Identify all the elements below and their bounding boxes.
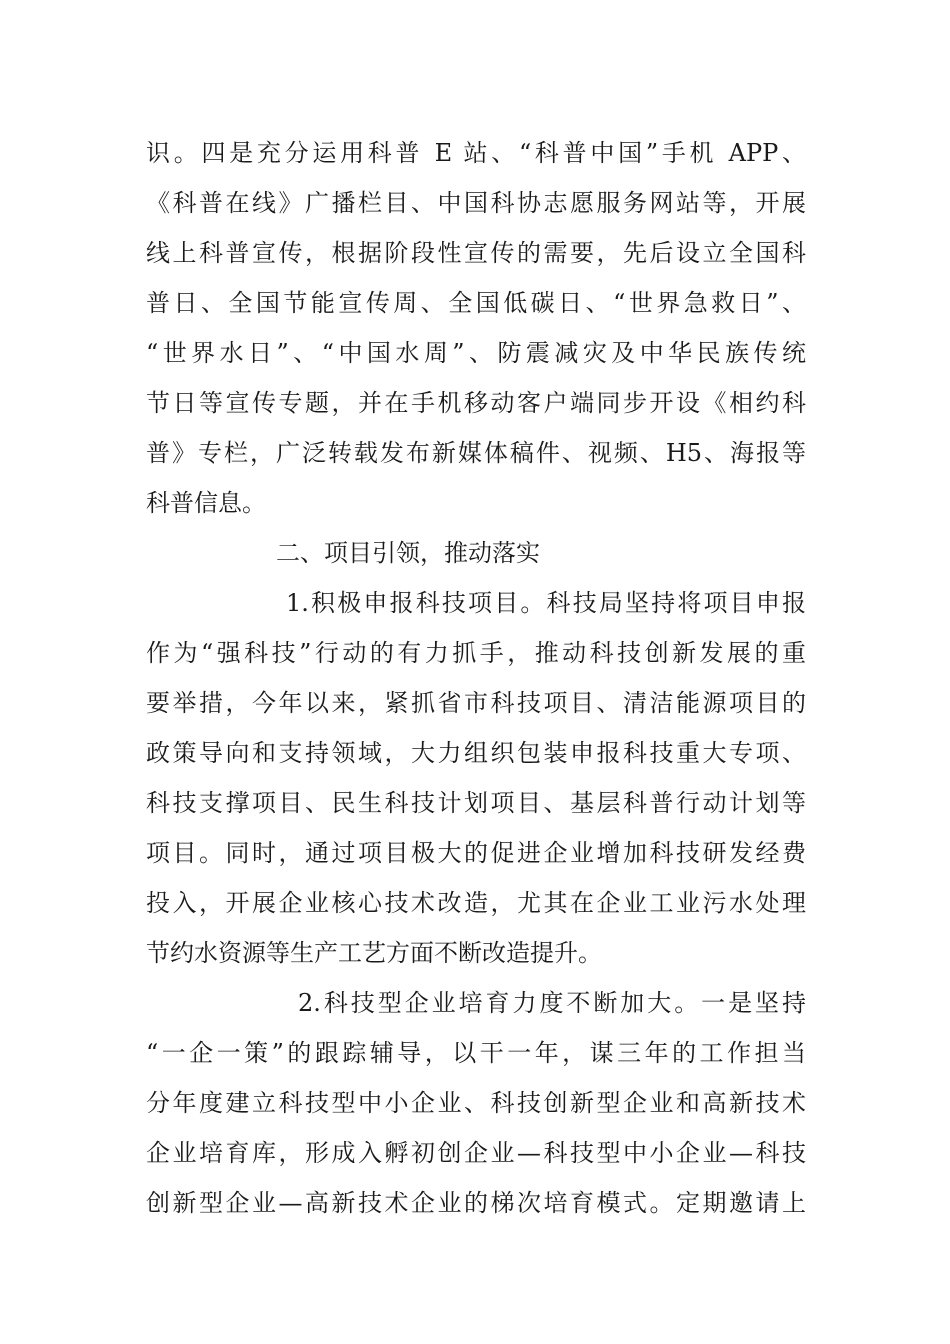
text-line: 普》专栏，广泛转载发布新媒体稿件、视频、H5、海报等 xyxy=(146,439,806,467)
text-line: 要举措，今年以来，紧抓省市科技项目、清洁能源项目的 xyxy=(146,689,806,717)
text-line: 节日等宣传专题，并在手机移动客户端同步开设《相约科 xyxy=(146,389,806,417)
text-line: 1.积极申报科技项目。科技局坚持将项目申报 xyxy=(286,589,806,617)
text-line: 《科普在线》广播栏目、中国科协志愿服务网站等，开展 xyxy=(146,189,806,217)
text-line: 科技支撑项目、民生科技计划项目、基层科普行动计划等 xyxy=(146,789,806,817)
text-line: 科普信息。 xyxy=(146,489,266,517)
text-line: 企业培育库，形成入孵初创企业—科技型中小企业—科技 xyxy=(146,1139,806,1167)
text-line: 分年度建立科技型中小企业、科技创新型企业和高新技术 xyxy=(146,1089,806,1117)
text-line: 项目。同时，通过项目极大的促进企业增加科技研发经费 xyxy=(146,839,806,867)
text-line: 投入，开展企业核心技术改造，尤其在企业工业污水处理 xyxy=(146,889,806,917)
text-line: “世界水日”、“中国水周”、防震减灾及中华民族传统 xyxy=(146,339,806,367)
text-line: 作为“强科技”行动的有力抓手，推动科技创新发展的重 xyxy=(146,639,806,667)
text-line: 创新型企业—高新技术企业的梯次培育模式。定期邀请上 xyxy=(146,1189,806,1217)
text-line: 政策导向和支持领域，大力组织包装申报科技重大专项、 xyxy=(146,739,806,767)
text-line: 节约水资源等生产工艺方面不断改造提升。 xyxy=(146,939,602,967)
text-line: “一企一策”的跟踪辅导，以干一年，谋三年的工作担当 xyxy=(146,1039,806,1067)
text-line: 线上科普宣传，根据阶段性宣传的需要，先后设立全国科 xyxy=(146,239,806,267)
text-line: 普日、全国节能宣传周、全国低碳日、“世界急救日”、 xyxy=(146,289,806,317)
text-line: 识。四是充分运用科普 E 站、“科普中国”手机 APP、 xyxy=(146,139,806,167)
text-line: 2.科技型企业培育力度不断加大。一是坚持 xyxy=(298,989,806,1017)
section-heading: 二、项目引领，推动落实 xyxy=(276,539,540,567)
